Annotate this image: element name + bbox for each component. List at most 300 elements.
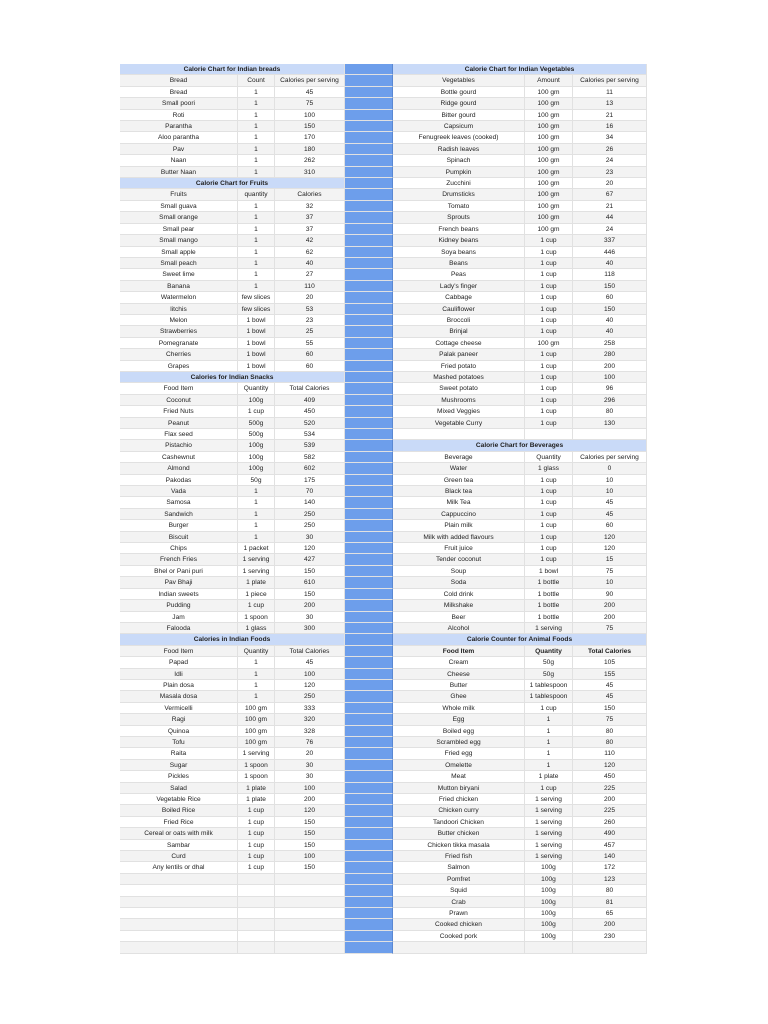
- left-table-cell: 30: [275, 532, 345, 543]
- right-table-cell: Fried fish: [393, 851, 525, 862]
- right-table-cell: 1 serving: [525, 817, 573, 828]
- right-table-cell: 120: [573, 543, 647, 554]
- left-table-cell: 1: [238, 167, 275, 178]
- right-empty-cell: [573, 429, 647, 440]
- right-table-cell: Plain milk: [393, 520, 525, 531]
- left-table-cell: 30: [275, 612, 345, 623]
- left-table-cell: 1 cup: [238, 406, 275, 417]
- left-table-cell: 1 plate: [238, 794, 275, 805]
- left-table-cell: 602: [275, 463, 345, 474]
- blue-divider-column: [345, 942, 393, 953]
- right-table-cell: Tandoori Chicken: [393, 817, 525, 828]
- right-empty-cell: [393, 429, 525, 440]
- right-table-cell: Capsicum: [393, 121, 525, 132]
- left-table-cell: Biscuit: [120, 532, 238, 543]
- blue-divider-column: [345, 737, 393, 748]
- right-table-cell: 200: [573, 794, 647, 805]
- left-table-cell: 1: [238, 224, 275, 235]
- left-table-cell: 1: [238, 269, 275, 280]
- right-table-cell: Kidney beans: [393, 235, 525, 246]
- left-table-cell: 1: [238, 144, 275, 155]
- left-table-cell: Melon: [120, 315, 238, 326]
- left-table-cell: Small mango: [120, 235, 238, 246]
- blue-divider-column: [345, 771, 393, 782]
- right-table-cell: 80: [573, 737, 647, 748]
- left-table-cell: 1 cup: [238, 828, 275, 839]
- blue-divider-column: [345, 361, 393, 372]
- right-table-cell: 1 serving: [525, 840, 573, 851]
- right-table-cell: 200: [573, 600, 647, 611]
- right-table-cell: Soya beans: [393, 247, 525, 258]
- right-table-cell: Fruit juice: [393, 543, 525, 554]
- left-table-cell: Vada: [120, 486, 238, 497]
- right-table-cell: Meat: [393, 771, 525, 782]
- left-table-cell: 1: [238, 669, 275, 680]
- right-table-cell: Cream: [393, 657, 525, 668]
- right-table-cell: Whole milk: [393, 703, 525, 714]
- blue-divider-column: [345, 235, 393, 246]
- left-column-header: Count: [238, 75, 275, 86]
- right-table-cell: 1 cup: [525, 486, 573, 497]
- left-column-header: Bread: [120, 75, 238, 86]
- right-table-cell: 150: [573, 703, 647, 714]
- right-table-cell: 100g: [525, 862, 573, 873]
- left-empty-cell: [275, 874, 345, 885]
- right-table-cell: 1 cup: [525, 315, 573, 326]
- left-table-cell: 427: [275, 554, 345, 565]
- right-table-cell: 172: [573, 862, 647, 873]
- blue-divider-column: [345, 657, 393, 668]
- left-table-cell: Indian sweets: [120, 589, 238, 600]
- left-empty-cell: [238, 897, 275, 908]
- left-table-cell: 100: [275, 110, 345, 121]
- right-table-cell: 100g: [525, 897, 573, 908]
- blue-divider-column: [345, 224, 393, 235]
- blue-divider-column: [345, 315, 393, 326]
- left-table-cell: Sweet lime: [120, 269, 238, 280]
- right-column-header: Quantity: [525, 452, 573, 463]
- left-table-cell: 42: [275, 235, 345, 246]
- left-table-cell: Strawberries: [120, 326, 238, 337]
- blue-divider-column: [345, 908, 393, 919]
- left-table-cell: Samosa: [120, 497, 238, 508]
- blue-divider-column: [345, 475, 393, 486]
- right-table-cell: 200: [573, 919, 647, 930]
- left-table-cell: Quinoa: [120, 726, 238, 737]
- left-table-cell: 1 cup: [238, 840, 275, 851]
- right-table-cell: 100 gm: [525, 201, 573, 212]
- left-table-cell: Banana: [120, 281, 238, 292]
- right-table-cell: 225: [573, 783, 647, 794]
- right-table-cell: Bottle gourd: [393, 87, 525, 98]
- right-table-cell: 1 cup: [525, 783, 573, 794]
- blue-divider-column: [345, 589, 393, 600]
- left-table-cell: Pav: [120, 144, 238, 155]
- right-table-cell: 1 bottle: [525, 577, 573, 588]
- right-table-cell: 1 serving: [525, 805, 573, 816]
- left-table-cell: Small guava: [120, 201, 238, 212]
- left-table-cell: Fried Nuts: [120, 406, 238, 417]
- left-table-cell: 1 bowl: [238, 349, 275, 360]
- blue-divider-column: [345, 669, 393, 680]
- right-empty-cell: [525, 429, 573, 440]
- right-empty-cell: [573, 942, 647, 953]
- right-column-header: Beverage: [393, 452, 525, 463]
- left-table-cell: 100: [275, 851, 345, 862]
- blue-divider-column: [345, 326, 393, 337]
- right-table-cell: Cold drink: [393, 589, 525, 600]
- left-table-cell: 409: [275, 395, 345, 406]
- left-table-cell: Fried Rice: [120, 817, 238, 828]
- blue-divider-column: [345, 75, 393, 86]
- right-table-cell: Mutton biryani: [393, 783, 525, 794]
- left-table-cell: Vermicelli: [120, 703, 238, 714]
- right-table-cell: 1 bottle: [525, 612, 573, 623]
- right-table-cell: 100 gm: [525, 87, 573, 98]
- right-table-cell: Tender coconut: [393, 554, 525, 565]
- left-table-cell: Any lentils or dhal: [120, 862, 238, 873]
- left-table-cell: 1 cup: [238, 600, 275, 611]
- right-table-cell: Cauliflower: [393, 304, 525, 315]
- left-table-cell: Bhel or Pani puri: [120, 566, 238, 577]
- blue-divider-column: [345, 680, 393, 691]
- right-table-cell: 50g: [525, 657, 573, 668]
- left-table-cell: 1: [238, 497, 275, 508]
- right-table-cell: 100 gm: [525, 178, 573, 189]
- left-table-cell: Tofu: [120, 737, 238, 748]
- right-table-cell: 100 gm: [525, 167, 573, 178]
- blue-divider-column: [345, 600, 393, 611]
- right-table-cell: Fried chicken: [393, 794, 525, 805]
- right-table-cell: 1 cup: [525, 372, 573, 383]
- left-table-cell: 1: [238, 486, 275, 497]
- right-table-cell: 44: [573, 212, 647, 223]
- left-empty-cell: [238, 874, 275, 885]
- left-table-cell: 333: [275, 703, 345, 714]
- right-table-cell: Black tea: [393, 486, 525, 497]
- right-table-cell: 50g: [525, 669, 573, 680]
- right-table-cell: 1 cup: [525, 349, 573, 360]
- right-table-cell: Cheese: [393, 669, 525, 680]
- left-table-cell: Pakodas: [120, 475, 238, 486]
- left-table-cell: Small apple: [120, 247, 238, 258]
- left-empty-cell: [275, 897, 345, 908]
- left-table-cell: 37: [275, 212, 345, 223]
- blue-divider-column: [345, 201, 393, 212]
- left-empty-cell: [238, 931, 275, 942]
- blue-divider-column: [345, 919, 393, 930]
- left-column-header: Food Item: [120, 383, 238, 394]
- left-table-cell: 1 cup: [238, 851, 275, 862]
- left-table-cell: Jam: [120, 612, 238, 623]
- blue-divider-column: [345, 851, 393, 862]
- left-table-cell: 610: [275, 577, 345, 588]
- left-table-cell: Parantha: [120, 121, 238, 132]
- blue-divider-column: [345, 395, 393, 406]
- blue-divider-column: [345, 292, 393, 303]
- left-table-cell: Roti: [120, 110, 238, 121]
- left-table-cell: 1 bowl: [238, 338, 275, 349]
- blue-divider-column: [345, 612, 393, 623]
- right-table-cell: Water: [393, 463, 525, 474]
- blue-divider-column: [345, 760, 393, 771]
- left-table-cell: 1: [238, 247, 275, 258]
- right-table-cell: Sweet potato: [393, 383, 525, 394]
- blue-divider-column: [345, 566, 393, 577]
- right-table-cell: 1 cup: [525, 304, 573, 315]
- left-table-cell: few slices: [238, 304, 275, 315]
- right-table-cell: 45: [573, 680, 647, 691]
- right-table-cell: Mixed Veggies: [393, 406, 525, 417]
- left-column-header: Quantity: [238, 646, 275, 657]
- right-table-cell: 75: [573, 623, 647, 634]
- left-column-header: Quantity: [238, 383, 275, 394]
- left-table-cell: Small pear: [120, 224, 238, 235]
- left-table-cell: Raita: [120, 748, 238, 759]
- left-table-cell: Ragi: [120, 714, 238, 725]
- right-table-cell: 100g: [525, 908, 573, 919]
- left-table-cell: 1 serving: [238, 748, 275, 759]
- left-table-cell: 40: [275, 258, 345, 269]
- left-table-cell: 70: [275, 486, 345, 497]
- right-table-cell: 1 serving: [525, 623, 573, 634]
- right-table-cell: Vegetable Curry: [393, 418, 525, 429]
- blue-divider-column: [345, 349, 393, 360]
- left-table-cell: 1: [238, 132, 275, 143]
- right-table-cell: 100 gm: [525, 144, 573, 155]
- right-table-cell: 150: [573, 304, 647, 315]
- right-table-cell: Cooked pork: [393, 931, 525, 942]
- left-empty-cell: [120, 874, 238, 885]
- blue-divider-column: [345, 98, 393, 109]
- left-table-cell: 20: [275, 292, 345, 303]
- blue-divider-column: [345, 623, 393, 634]
- right-table-cell: 1 cup: [525, 554, 573, 565]
- right-table-cell: 1: [525, 737, 573, 748]
- right-table-cell: 10: [573, 486, 647, 497]
- left-table-cell: 30: [275, 771, 345, 782]
- right-table-cell: 100g: [525, 919, 573, 930]
- left-table-cell: 320: [275, 714, 345, 725]
- left-table-cell: 520: [275, 418, 345, 429]
- left-table-cell: Sambar: [120, 840, 238, 851]
- left-section-title: Calories in Indian Foods: [120, 634, 345, 645]
- right-table-cell: French beans: [393, 224, 525, 235]
- left-table-cell: 75: [275, 98, 345, 109]
- left-table-cell: 310: [275, 167, 345, 178]
- right-column-header: Total Calories: [573, 646, 647, 657]
- blue-divider-column: [345, 509, 393, 520]
- left-table-cell: 328: [275, 726, 345, 737]
- right-table-cell: 100 gm: [525, 189, 573, 200]
- left-table-cell: 150: [275, 121, 345, 132]
- left-table-cell: Pomegranate: [120, 338, 238, 349]
- right-table-cell: Fenugreek leaves (cooked): [393, 132, 525, 143]
- left-table-cell: 250: [275, 509, 345, 520]
- left-table-cell: 150: [275, 817, 345, 828]
- right-table-cell: Cottage cheese: [393, 338, 525, 349]
- right-table-cell: 23: [573, 167, 647, 178]
- blue-divider-column: [345, 691, 393, 702]
- right-table-cell: 100 gm: [525, 121, 573, 132]
- right-table-cell: Fried potato: [393, 361, 525, 372]
- right-column-header: Calories per serving: [573, 452, 647, 463]
- right-table-cell: 1 serving: [525, 851, 573, 862]
- left-table-cell: 100 gm: [238, 703, 275, 714]
- left-table-cell: 32: [275, 201, 345, 212]
- left-empty-cell: [275, 908, 345, 919]
- blue-divider-column: [345, 121, 393, 132]
- right-table-cell: 100 gm: [525, 110, 573, 121]
- left-table-cell: 53: [275, 304, 345, 315]
- left-table-cell: 1 spoon: [238, 612, 275, 623]
- right-table-cell: Peas: [393, 269, 525, 280]
- right-table-cell: 1 cup: [525, 497, 573, 508]
- left-column-header: Total Calories: [275, 646, 345, 657]
- blue-divider-column: [345, 634, 393, 645]
- blue-divider-column: [345, 497, 393, 508]
- left-table-cell: Watermelon: [120, 292, 238, 303]
- right-table-cell: Milkshake: [393, 600, 525, 611]
- blue-divider-column: [345, 577, 393, 588]
- right-table-cell: 1 cup: [525, 406, 573, 417]
- blue-divider-column: [345, 748, 393, 759]
- left-table-cell: 1 glass: [238, 623, 275, 634]
- right-table-cell: 1 cup: [525, 258, 573, 269]
- right-table-cell: 258: [573, 338, 647, 349]
- left-empty-cell: [275, 885, 345, 896]
- right-table-cell: 24: [573, 224, 647, 235]
- right-table-cell: 1 cup: [525, 532, 573, 543]
- left-table-cell: 140: [275, 497, 345, 508]
- left-empty-cell: [120, 919, 238, 930]
- right-table-cell: 45: [573, 497, 647, 508]
- right-table-cell: 1 cup: [525, 383, 573, 394]
- left-table-cell: Cashewnut: [120, 452, 238, 463]
- left-table-cell: 23: [275, 315, 345, 326]
- left-table-cell: 100: [275, 783, 345, 794]
- right-table-cell: Pomfret: [393, 874, 525, 885]
- left-table-cell: 1: [238, 87, 275, 98]
- right-table-cell: Soup: [393, 566, 525, 577]
- left-table-cell: Cereal or oats with milk: [120, 828, 238, 839]
- right-table-cell: 230: [573, 931, 647, 942]
- right-table-cell: Drumsticks: [393, 189, 525, 200]
- right-table-cell: Brinjal: [393, 326, 525, 337]
- right-table-cell: 40: [573, 315, 647, 326]
- right-table-cell: Tomato: [393, 201, 525, 212]
- left-empty-cell: [238, 908, 275, 919]
- right-table-cell: 130: [573, 418, 647, 429]
- left-table-cell: 1 cup: [238, 805, 275, 816]
- right-table-cell: Ghee: [393, 691, 525, 702]
- right-table-cell: Palak paneer: [393, 349, 525, 360]
- left-table-cell: 582: [275, 452, 345, 463]
- left-table-cell: 1: [238, 121, 275, 132]
- right-table-cell: Green tea: [393, 475, 525, 486]
- right-table-cell: 100 gm: [525, 155, 573, 166]
- right-table-cell: 1 cup: [525, 292, 573, 303]
- left-table-cell: Salad: [120, 783, 238, 794]
- blue-divider-column: [345, 486, 393, 497]
- right-table-cell: 67: [573, 189, 647, 200]
- left-empty-cell: [120, 908, 238, 919]
- left-table-cell: 120: [275, 543, 345, 554]
- right-table-cell: 100 gm: [525, 98, 573, 109]
- left-table-cell: 60: [275, 349, 345, 360]
- blue-divider-column: [345, 452, 393, 463]
- left-table-cell: 1: [238, 201, 275, 212]
- left-table-cell: 37: [275, 224, 345, 235]
- left-table-cell: 150: [275, 840, 345, 851]
- left-table-cell: 200: [275, 600, 345, 611]
- right-table-cell: 1 cup: [525, 509, 573, 520]
- right-table-cell: 140: [573, 851, 647, 862]
- left-table-cell: 150: [275, 589, 345, 600]
- blue-divider-column: [345, 840, 393, 851]
- blue-divider-column: [345, 110, 393, 121]
- right-empty-cell: [393, 942, 525, 953]
- left-table-cell: Pistachio: [120, 440, 238, 451]
- left-table-cell: 55: [275, 338, 345, 349]
- blue-divider-column: [345, 817, 393, 828]
- blue-divider-column: [345, 805, 393, 816]
- right-table-cell: Alcohol: [393, 623, 525, 634]
- right-table-cell: 1 cup: [525, 281, 573, 292]
- right-table-cell: Crab: [393, 897, 525, 908]
- left-table-cell: 250: [275, 691, 345, 702]
- right-table-cell: 80: [573, 406, 647, 417]
- right-column-header: Calories per serving: [573, 75, 647, 86]
- blue-divider-column: [345, 931, 393, 942]
- right-table-cell: 1 cup: [525, 235, 573, 246]
- left-table-cell: Pav Bhaji: [120, 577, 238, 588]
- left-table-cell: 250: [275, 520, 345, 531]
- left-table-cell: 1 bowl: [238, 361, 275, 372]
- right-table-cell: 110: [573, 748, 647, 759]
- left-table-cell: Cherries: [120, 349, 238, 360]
- right-table-cell: 80: [573, 726, 647, 737]
- left-table-cell: Burger: [120, 520, 238, 531]
- left-table-cell: 30: [275, 760, 345, 771]
- left-table-cell: 1 serving: [238, 554, 275, 565]
- left-section-title: Calorie Chart for Fruits: [120, 178, 345, 189]
- right-table-cell: 1 bottle: [525, 600, 573, 611]
- left-empty-cell: [275, 919, 345, 930]
- right-table-cell: Milk with added flavours: [393, 532, 525, 543]
- right-table-cell: 34: [573, 132, 647, 143]
- right-table-cell: 457: [573, 840, 647, 851]
- left-table-cell: Flax seed: [120, 429, 238, 440]
- right-table-cell: 296: [573, 395, 647, 406]
- left-table-cell: few slices: [238, 292, 275, 303]
- right-table-cell: 100: [573, 372, 647, 383]
- right-table-cell: 1: [525, 714, 573, 725]
- right-table-cell: Pumpkin: [393, 167, 525, 178]
- left-table-cell: Peanut: [120, 418, 238, 429]
- left-column-header: Total Calories: [275, 383, 345, 394]
- right-table-cell: 1 plate: [525, 771, 573, 782]
- left-table-cell: Vegetable Rice: [120, 794, 238, 805]
- right-table-cell: 100g: [525, 885, 573, 896]
- left-table-cell: 60: [275, 361, 345, 372]
- left-table-cell: 534: [275, 429, 345, 440]
- left-empty-cell: [238, 919, 275, 930]
- left-table-cell: litchis: [120, 304, 238, 315]
- blue-divider-column: [345, 418, 393, 429]
- left-table-cell: 262: [275, 155, 345, 166]
- right-table-cell: 1 cup: [525, 543, 573, 554]
